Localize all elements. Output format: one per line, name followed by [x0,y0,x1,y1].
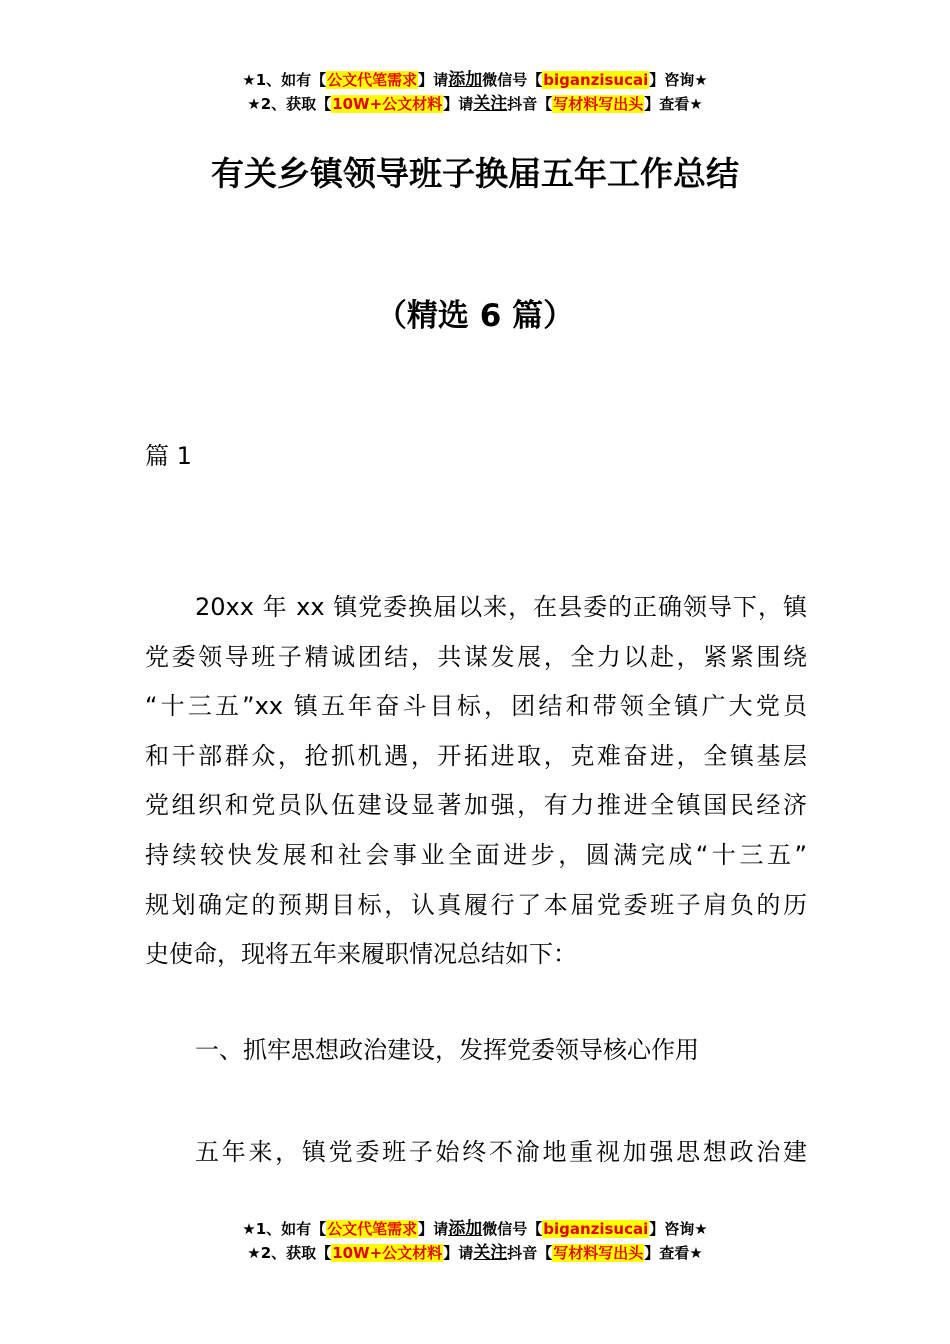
paragraph-line: 党委领导班子精诚团结，共谋发展，全力以赴，紧紧围绕 [145,642,807,671]
footer-banner-line-1 [0,1217,950,1241]
footer-line-2-highlight-1: 10W+公文材料 [332,1244,443,1262]
paragraph-line: 史使命，现将五年来履职情况总结如下： [145,940,577,969]
paragraph-line: 20xx 年 xx 镇党委换届以来，在县委的正确领导下，镇 [195,593,807,621]
paragraph-line: “十三五”xx 镇五年奋斗目标，团结和带领全镇广大党员 [145,692,807,721]
body-paragraph-2 [195,1128,807,1178]
banner-line-1-prefix: ★1、如有【 [242,71,327,89]
banner-line-1-highlight-2: biganzisucai [543,71,649,89]
footer-line-2-mid-2: 抖音【 [507,1244,553,1262]
banner-line-2-highlight-2: 写材料写出头 [553,95,644,113]
footer-line-2-highlight-2: 写材料写出头 [553,1244,644,1262]
banner-line-2-highlight-1: 10W+公文材料 [332,95,443,113]
footer-line-1-suffix: 】咨询★ [649,1220,708,1238]
footer-line-1-prefix: ★1、如有【 [242,1220,327,1238]
footer-line-2-mid-1: 】请 [443,1244,474,1262]
banner-line-2-mid-1: 】请 [443,95,474,113]
banner-line-2-emphasis: 关注 [473,94,508,114]
footer-line-1-mid-2: 微信号【 [482,1220,543,1238]
footer-line-1-mid-1: 】请 [418,1220,449,1238]
paragraph-line: 规划确定的预期目标，认真履行了本届党委班子肩负的历 [145,890,807,919]
footer-line-1-highlight-2: biganzisucai [543,1220,649,1238]
footer-line-2-emphasis: 关注 [473,1243,508,1263]
section-heading-1: 一、抓牢思想政治建设，发挥党委领导核心作用 [195,1036,699,1064]
banner-line-2-mid-2: 抖音【 [507,95,553,113]
banner-line-1 [0,68,950,92]
section-label: 篇 1 [145,442,192,470]
paragraph-line: 持续较快发展和社会事业全面进步，圆满完成“十三五” [145,840,807,869]
footer-banner-line-2 [0,1241,950,1265]
body-paragraph-1 [145,583,807,980]
footer-line-2-prefix: ★2、获取【 [247,1244,332,1262]
banner-line-2 [0,92,950,116]
banner-line-1-emphasis: 添加 [448,70,483,90]
paragraph-line: 五年来，镇党委班子始终不渝地重视加强思想政治建 [195,1138,807,1166]
paragraph-line: 和干部群众，抢抓机遇，开拓进取，克难奋进，全镇基层 [145,741,807,770]
banner-line-1-mid-2: 微信号【 [482,71,543,89]
footer-line-1-highlight-1: 公文代笔需求 [327,1220,418,1238]
banner-line-1-highlight-1: 公文代笔需求 [327,71,418,89]
banner-line-2-prefix: ★2、获取【 [247,95,332,113]
document-subtitle: （精选 6 篇） [375,298,575,334]
document-title: 有关乡镇领导班子换届五年工作总结 [211,154,739,193]
paragraph-line: 党组织和党员队伍建设显著加强，有力推进全镇国民经济 [145,791,807,820]
footer-banner [0,1217,950,1265]
header-banner [0,68,950,116]
banner-line-1-suffix: 】咨询★ [649,71,708,89]
footer-line-2-suffix: 】查看★ [644,1244,703,1262]
banner-line-1-mid-1: 】请 [418,71,449,89]
footer-line-1-emphasis: 添加 [448,1219,483,1239]
banner-line-2-suffix: 】查看★ [644,95,703,113]
